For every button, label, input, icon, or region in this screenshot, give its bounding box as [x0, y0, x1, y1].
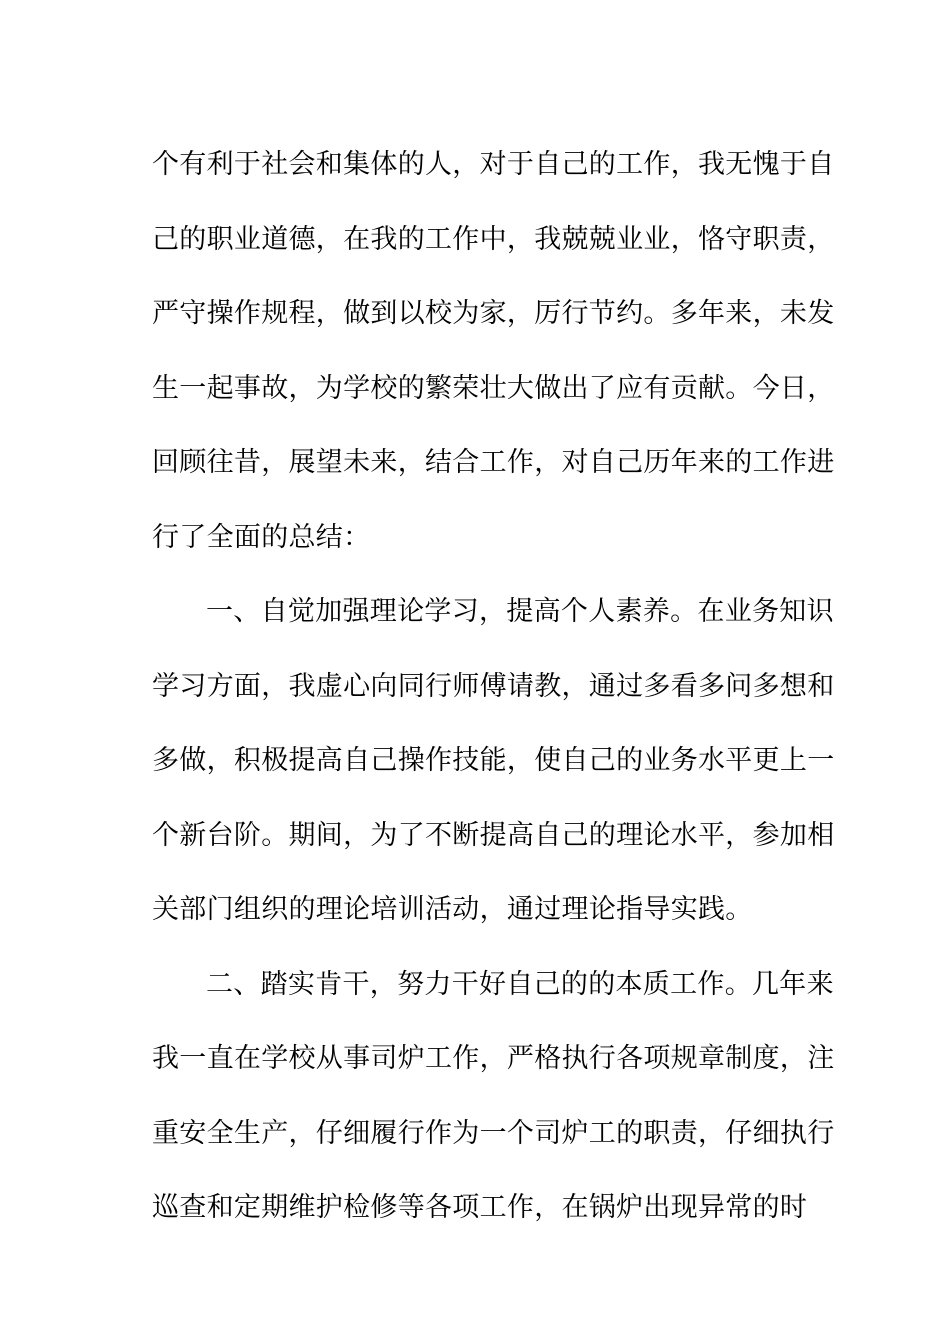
text-line: 个有利于社会和集体的人，对于自己的工作，我无愧于自 [152, 149, 835, 180]
text-line: 行了全面的总结： [152, 521, 371, 553]
text-line: 巡查和定期维护检修等各项工作，在锅炉出现异常的时 [152, 1192, 808, 1223]
text-line: 多做，积极提高自己操作技能，使自己的业务水平更上一 [152, 745, 835, 776]
text-line: 学习方面，我虚心向同行师傅请教，通过多看多问多想和 [152, 670, 835, 702]
text-line: 严守操作规程，做到以校为家，厉行节约。多年来，未发 [152, 298, 835, 329]
body-text [152, 128, 835, 1246]
section-heading-line: 二、踏实肯干，努力干好自己的的本质工作。几年来 [206, 968, 834, 1000]
text-line: 关部门组织的理论培训活动，通过理论指导实践。 [152, 894, 753, 925]
text-line: 个新台阶。期间，为了不断提高自己的理论水平，参加相 [152, 819, 835, 851]
text-line: 我一直在学校从事司炉工作，严格执行各项规章制度，注 [152, 1043, 835, 1074]
text-line: 回顾往昔，展望未来，结合工作，对自己历年来的工作进 [152, 447, 835, 478]
section-heading-line: 一、自觉加强理论学习，提高个人素养。在业务知识 [206, 596, 834, 627]
text-line: 重安全生产，仔细履行作为一个司炉工的职责，仔细执行 [152, 1117, 835, 1149]
text-line: 己的职业道德，在我的工作中，我兢兢业业，恪守职责， [152, 223, 835, 255]
text-line: 生一起事故，为学校的繁荣壮大做出了应有贡献。今日， [152, 372, 835, 404]
